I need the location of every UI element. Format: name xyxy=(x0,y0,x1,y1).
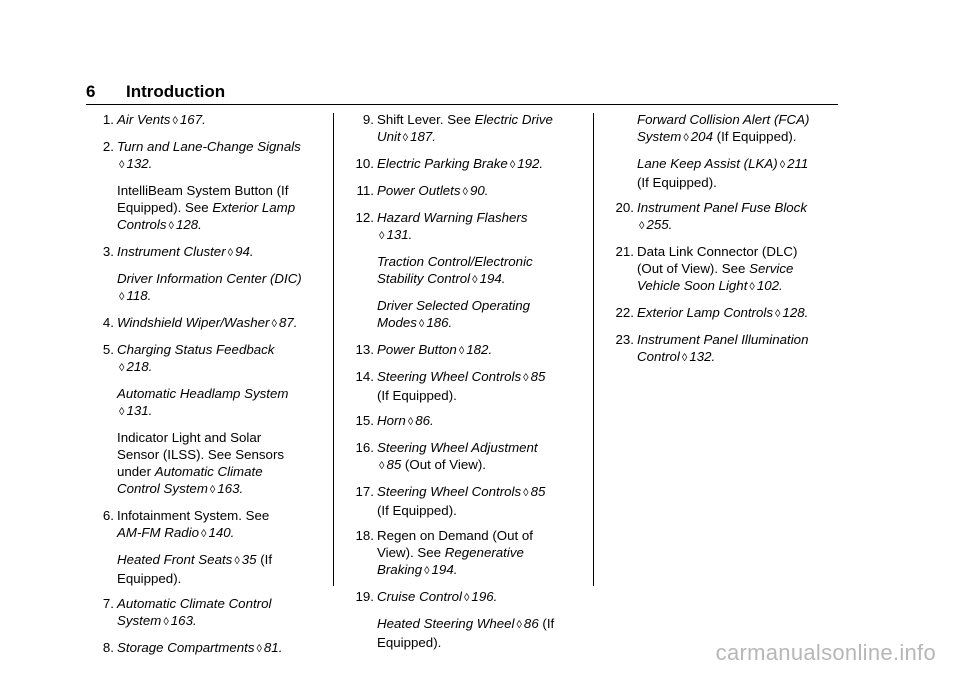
cross-reference-link[interactable]: Regenerative xyxy=(444,545,524,560)
page-reference-icon: ◊ xyxy=(458,345,465,357)
cross-reference-link[interactable]: Electric Parking Brake xyxy=(377,156,508,171)
cross-reference-link[interactable]: 86 xyxy=(523,616,539,631)
entry-text xyxy=(117,430,284,496)
page-reference-icon: ◊ xyxy=(774,308,781,320)
cross-reference-link[interactable]: 163. xyxy=(217,481,244,496)
entry-plain-text: (If xyxy=(256,552,273,567)
entry-text xyxy=(637,243,842,296)
entry-number: 22. xyxy=(615,305,634,320)
cross-reference-link[interactable]: 128. xyxy=(782,305,809,320)
cross-reference-link[interactable]: Unit xyxy=(377,129,401,144)
cross-reference-link[interactable]: Storage Compartments xyxy=(117,640,255,655)
entry-text xyxy=(117,183,295,232)
legend-entry xyxy=(346,439,582,475)
cross-reference-link[interactable]: 211 xyxy=(787,156,809,171)
entry-text xyxy=(637,112,809,144)
cross-reference-link[interactable]: 140. xyxy=(208,525,235,540)
cross-reference-link[interactable]: Forward Collision Alert (FCA) xyxy=(637,112,810,127)
entry-plain-text: Equipped). xyxy=(117,571,182,586)
page-title: Introduction xyxy=(126,82,226,101)
cross-reference-link[interactable]: System xyxy=(117,613,162,628)
entry-plain-text: (Out of View). xyxy=(401,457,486,472)
legend-entry xyxy=(86,243,324,262)
legend-subentry xyxy=(86,385,324,421)
cross-reference-link[interactable]: Instrument Cluster xyxy=(117,244,226,259)
entry-text xyxy=(117,138,324,174)
cross-reference-link[interactable]: 128. xyxy=(175,217,202,232)
cross-reference-link[interactable]: 86. xyxy=(415,413,434,428)
entry-text xyxy=(377,111,582,147)
legend-subentry xyxy=(606,155,842,191)
entry-text xyxy=(637,156,808,190)
entry-plain-text: (If xyxy=(538,616,555,631)
page-reference-icon: ◊ xyxy=(509,159,516,171)
entry-plain-text: (If Equipped). xyxy=(377,503,457,518)
cross-reference-link[interactable]: 85 xyxy=(530,484,546,499)
cross-reference-link[interactable]: 131. xyxy=(126,403,153,418)
cross-reference-link[interactable]: 102. xyxy=(756,278,783,293)
page-reference-icon: ◊ xyxy=(523,487,529,499)
entry-number: 10. xyxy=(355,156,374,171)
legend-subentry xyxy=(86,429,324,499)
legend-entry xyxy=(346,111,582,147)
page-reference-icon: ◊ xyxy=(681,352,688,364)
entry-number: 15. xyxy=(355,413,374,428)
entry-text xyxy=(377,341,582,360)
cross-reference-link[interactable]: 255. xyxy=(646,217,673,232)
entry-plain-text: Regen on Demand (Out of xyxy=(377,528,533,543)
cross-reference-link[interactable]: Stability Control xyxy=(377,271,471,286)
entry-text xyxy=(377,527,582,580)
cross-reference-link[interactable]: Power Button xyxy=(377,342,457,357)
page-reference-icon: ◊ xyxy=(523,372,529,384)
cross-reference-link[interactable]: 204 xyxy=(690,129,713,144)
legend-entry xyxy=(606,304,842,323)
entry-number: 23. xyxy=(615,332,634,347)
entry-text xyxy=(117,639,324,658)
legend-subentry xyxy=(86,270,324,306)
cross-reference-link[interactable]: 132. xyxy=(689,349,716,364)
cross-reference-link[interactable]: 187. xyxy=(410,129,436,144)
cross-reference-link[interactable]: 192. xyxy=(517,156,544,171)
entry-text xyxy=(117,341,324,377)
legend-entry xyxy=(86,639,324,658)
cross-reference-link[interactable]: Modes xyxy=(377,315,417,330)
column-divider xyxy=(333,113,334,586)
page-reference-icon: ◊ xyxy=(683,132,689,144)
legend-entry xyxy=(346,527,582,580)
page-reference-icon: ◊ xyxy=(271,318,277,330)
entry-number: 17. xyxy=(355,484,374,499)
legend-column-3 xyxy=(606,111,842,375)
cross-reference-link[interactable]: Control xyxy=(637,349,680,364)
entry-number: 11. xyxy=(356,183,374,198)
entry-text xyxy=(117,243,324,262)
cross-reference-link[interactable]: Braking xyxy=(377,562,423,577)
cross-reference-link[interactable]: Exterior Lamp xyxy=(212,200,296,215)
entry-plain-text: Equipped). See xyxy=(117,200,213,215)
cross-reference-link[interactable]: 131. xyxy=(386,227,413,242)
page-reference-icon: ◊ xyxy=(424,565,430,577)
page-reference-icon: ◊ xyxy=(172,115,178,127)
cross-reference-link[interactable]: Service xyxy=(749,261,794,276)
page-reference-icon: ◊ xyxy=(639,220,645,232)
entry-number: 3. xyxy=(102,244,114,259)
cross-reference-link[interactable]: Steering Wheel Controls xyxy=(377,369,522,384)
entry-number: 19. xyxy=(355,589,374,604)
legend-entry xyxy=(346,341,582,360)
cross-reference-link[interactable]: 194. xyxy=(479,271,506,286)
page-reference-icon: ◊ xyxy=(379,460,385,472)
entry-number: 16. xyxy=(355,440,374,455)
cross-reference-link[interactable]: Air Vents xyxy=(117,112,171,127)
legend-entry xyxy=(346,209,582,245)
entry-plain-text: (If Equipped). xyxy=(637,175,717,190)
entry-number: 1. xyxy=(102,112,114,127)
cross-reference-link[interactable]: Vehicle Soon Light xyxy=(637,278,748,293)
entry-plain-text: Data Link Connector (DLC) xyxy=(637,244,798,259)
page-number: 6 xyxy=(86,82,96,101)
legend-column-1 xyxy=(86,111,324,666)
cross-reference-link[interactable]: Traction Control/Electronic xyxy=(377,254,533,269)
entry-text xyxy=(377,368,582,404)
entry-number: 2. xyxy=(102,139,114,154)
entry-plain-text: View). See xyxy=(377,545,445,560)
legend-subentry xyxy=(86,182,324,235)
cross-reference-link[interactable]: Driver Information Center (DIC) xyxy=(117,271,302,286)
page-reference-icon: ◊ xyxy=(463,592,470,604)
cross-reference-link[interactable]: System xyxy=(637,129,682,144)
entry-plain-text: (If Equipped). xyxy=(377,388,457,403)
entry-text xyxy=(637,331,842,367)
legend-entry xyxy=(86,314,324,333)
legend-entry xyxy=(346,155,582,174)
legend-entry xyxy=(346,412,582,431)
cross-reference-link[interactable]: Instrument Panel Illumination xyxy=(637,332,809,347)
entry-text xyxy=(637,199,842,235)
page-header xyxy=(86,82,838,105)
cross-reference-link[interactable]: Steering Wheel Adjustment xyxy=(377,440,538,455)
cross-reference-link[interactable]: 196. xyxy=(471,589,498,604)
cross-reference-link[interactable]: Turn and Lane-Change Signals xyxy=(117,139,301,154)
entry-number: 20. xyxy=(615,200,634,215)
entry-text xyxy=(117,314,324,333)
entry-text xyxy=(377,254,533,286)
entry-text xyxy=(117,552,272,586)
entry-plain-text: Indicator Light and Solar xyxy=(117,430,262,445)
cross-reference-link[interactable]: Lane Keep Assist (LKA) xyxy=(637,156,778,171)
cross-reference-link[interactable]: Steering Wheel Controls xyxy=(377,484,522,499)
column-divider xyxy=(593,113,594,586)
page-reference-icon: ◊ xyxy=(379,230,385,242)
page-reference-icon: ◊ xyxy=(256,643,262,655)
legend-entry xyxy=(606,331,842,367)
legend-entry xyxy=(86,138,324,174)
cross-reference-link[interactable]: Cruise Control xyxy=(377,589,462,604)
legend-entry xyxy=(86,111,324,130)
cross-reference-link[interactable]: 167. xyxy=(179,112,206,127)
entry-text xyxy=(377,298,530,330)
cross-reference-link[interactable]: Exterior Lamp Controls xyxy=(637,305,773,320)
page-reference-icon: ◊ xyxy=(163,616,169,628)
entry-number: 5. xyxy=(102,342,114,357)
entry-text xyxy=(377,182,582,201)
entry-text xyxy=(377,588,582,607)
cross-reference-link[interactable]: 85 xyxy=(386,457,402,472)
entry-text xyxy=(377,412,582,431)
cross-reference-link[interactable]: Heated Steering Wheel xyxy=(377,616,515,631)
entry-number: 8. xyxy=(102,640,114,655)
cross-reference-link[interactable]: Automatic Headlamp System xyxy=(117,386,289,401)
entry-plain-text: (Out of View). See xyxy=(637,261,750,276)
legend-entry xyxy=(346,483,582,519)
cross-reference-link[interactable]: Driver Selected Operating xyxy=(377,298,530,313)
legend-entry xyxy=(606,243,842,296)
entry-text xyxy=(117,111,324,130)
cross-reference-link[interactable]: 94. xyxy=(235,244,254,259)
watermark: carmanualsonline.info xyxy=(715,640,936,665)
entry-text xyxy=(377,616,554,650)
legend-subentry xyxy=(346,297,582,333)
entry-number: 18. xyxy=(355,528,374,543)
cross-reference-link[interactable]: Automatic Climate Control xyxy=(117,596,272,611)
page-reference-icon: ◊ xyxy=(779,159,786,171)
entry-number: 12. xyxy=(355,210,374,225)
entry-number: 7. xyxy=(102,596,114,611)
cross-reference-link[interactable]: Charging Status Feedback xyxy=(117,342,275,357)
page-reference-icon: ◊ xyxy=(418,318,425,330)
cross-reference-link[interactable]: Instrument Panel Fuse Block xyxy=(637,200,807,215)
entry-number: 14. xyxy=(355,369,374,384)
cross-reference-link[interactable]: 87. xyxy=(278,315,298,330)
page-reference-icon: ◊ xyxy=(402,132,409,144)
cross-reference-link[interactable]: Hazard Warning Flashers xyxy=(377,210,528,225)
page-reference-icon: ◊ xyxy=(462,186,468,198)
entry-plain-text: Infotainment System. See xyxy=(117,508,270,523)
entry-text xyxy=(637,304,842,323)
entry-number: 9. xyxy=(362,112,374,127)
cross-reference-link[interactable]: Windshield Wiper/Washer xyxy=(117,315,270,330)
page-reference-icon: ◊ xyxy=(119,291,125,303)
entry-text xyxy=(377,209,582,245)
cross-reference-link[interactable]: Electric Drive xyxy=(474,112,553,127)
cross-reference-link[interactable]: 163. xyxy=(170,613,197,628)
entry-number: 13. xyxy=(355,342,374,357)
legend-entry xyxy=(86,341,324,377)
entry-text xyxy=(117,386,288,418)
legend-entry xyxy=(346,182,582,201)
cross-reference-link[interactable]: 90. xyxy=(469,183,489,198)
legend-entry xyxy=(86,595,324,631)
page-reference-icon: ◊ xyxy=(472,274,478,286)
entry-text xyxy=(377,439,582,475)
entry-plain-text: IntelliBeam System Button (If xyxy=(117,183,289,198)
cross-reference-link[interactable]: Control System xyxy=(117,481,208,496)
page-reference-icon: ◊ xyxy=(119,406,125,418)
cross-reference-link[interactable]: Controls xyxy=(117,217,167,232)
legend-subentry xyxy=(606,111,842,147)
page-reference-icon: ◊ xyxy=(119,362,125,374)
page-reference-icon: ◊ xyxy=(234,555,240,567)
entry-plain-text: (If Equipped). xyxy=(712,129,797,144)
page-reference-icon: ◊ xyxy=(749,281,755,293)
page-reference-icon: ◊ xyxy=(227,247,234,259)
legend-entry xyxy=(346,588,582,607)
page-reference-icon: ◊ xyxy=(119,159,125,171)
page-reference-icon: ◊ xyxy=(209,484,216,496)
cross-reference-link[interactable]: 118. xyxy=(126,288,152,303)
legend-subentry xyxy=(346,253,582,289)
cross-reference-link[interactable]: 218. xyxy=(126,359,153,374)
cross-reference-link[interactable]: 194. xyxy=(431,562,458,577)
cross-reference-link[interactable]: Heated Front Seats xyxy=(117,552,233,567)
legend-entry xyxy=(606,199,842,235)
entry-plain-text: Shift Lever. See xyxy=(377,112,475,127)
page-reference-icon: ◊ xyxy=(516,619,522,631)
legend-entry xyxy=(86,507,324,543)
page-reference-icon: ◊ xyxy=(407,416,414,428)
cross-reference-link[interactable]: 81. xyxy=(263,640,283,655)
legend-column-2 xyxy=(346,111,582,659)
legend-entry xyxy=(346,368,582,404)
cross-reference-link[interactable]: 182. xyxy=(466,342,493,357)
legend-subentry xyxy=(86,551,324,587)
entry-number: 4. xyxy=(102,315,114,330)
entry-text xyxy=(377,155,582,174)
entry-text xyxy=(117,595,324,631)
page-reference-icon: ◊ xyxy=(168,220,174,232)
entry-plain-text: under xyxy=(117,464,155,479)
entry-plain-text: Sensor (ILSS). See Sensors xyxy=(117,447,285,462)
entry-text xyxy=(377,483,582,519)
cross-reference-link[interactable]: Horn xyxy=(377,413,406,428)
cross-reference-link[interactable]: Automatic Climate xyxy=(154,464,263,479)
page-reference-icon: ◊ xyxy=(201,528,207,540)
cross-reference-link[interactable]: 186. xyxy=(426,315,453,330)
entry-number: 6. xyxy=(102,508,114,523)
entry-number: 21. xyxy=(615,244,634,259)
entry-text xyxy=(117,507,324,543)
entry-plain-text: Equipped). xyxy=(377,635,442,650)
cross-reference-link[interactable]: 132. xyxy=(126,156,153,171)
cross-reference-link[interactable]: 85 xyxy=(530,369,546,384)
legend-subentry xyxy=(346,615,582,651)
entry-text xyxy=(117,271,302,303)
cross-reference-link[interactable]: Power Outlets xyxy=(377,183,461,198)
cross-reference-link[interactable]: 35 xyxy=(241,552,257,567)
cross-reference-link[interactable]: AM-FM Radio xyxy=(117,525,200,540)
